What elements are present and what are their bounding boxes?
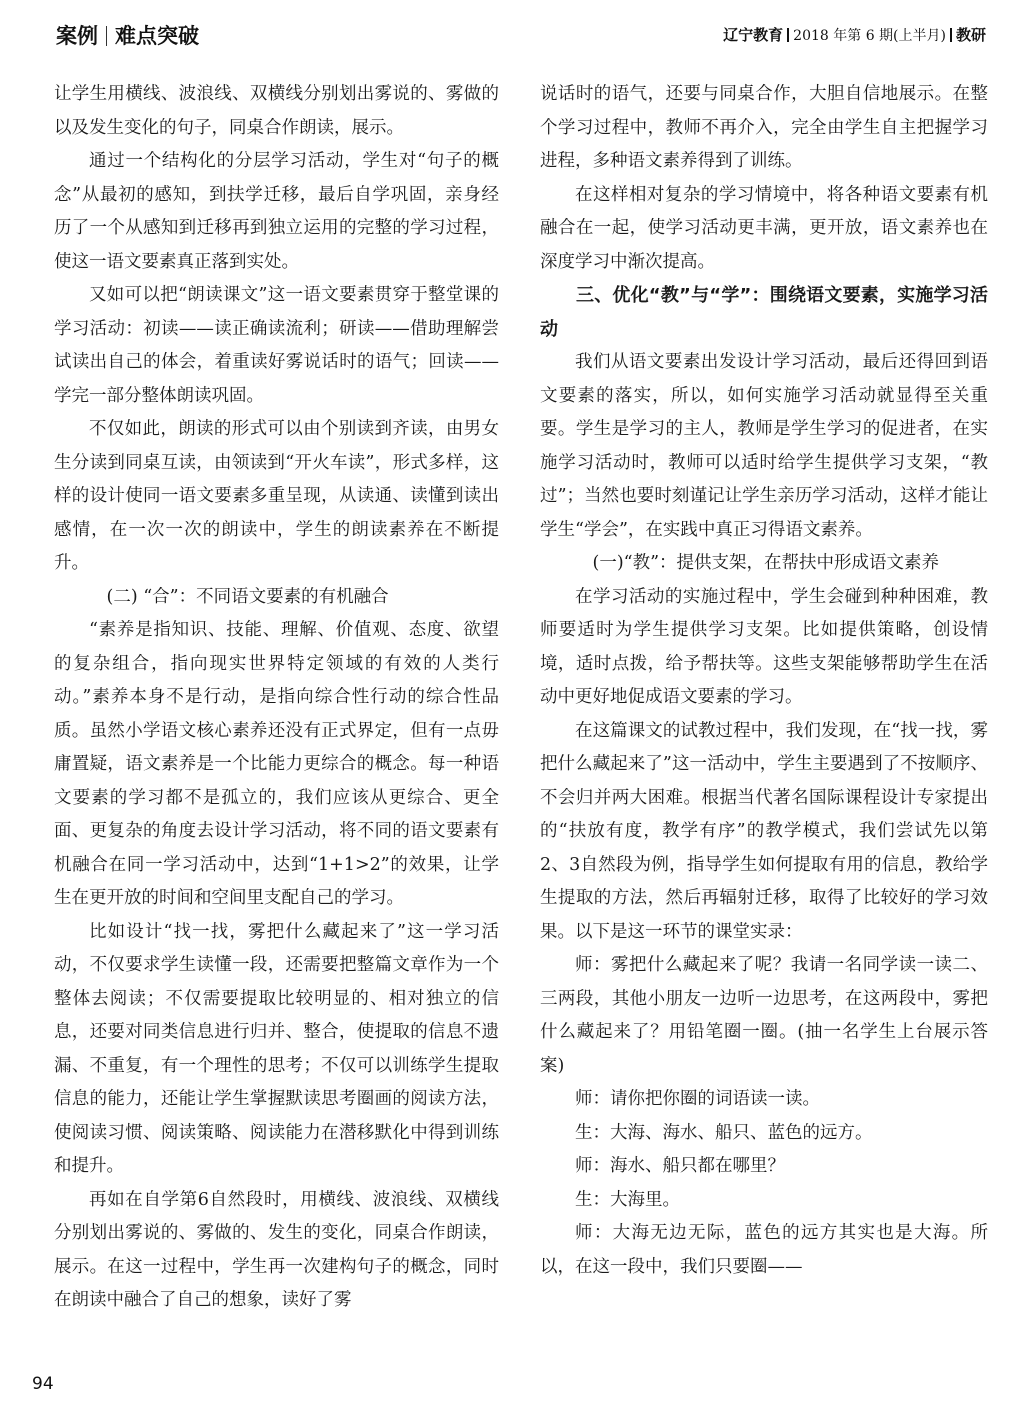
header-divider bbox=[787, 28, 789, 42]
paragraph: 不仅如此，朗读的形式可以由个别读到齐读，由男女生分读到同桌互读，由领读到“开火车读”，形式多样，这样的设计使同一语文要素多重呈现，从读通、读懂到读出感情，在一次一次的朗读中，学生的朗读素养在不断提升。 bbox=[54, 419, 499, 573]
paragraph: 师：请你把你圈的词语读一读。 bbox=[575, 1089, 820, 1109]
header-divider bbox=[106, 26, 107, 46]
paragraph: “素养是指知识、技能、理解、价值观、态度、欲望的复杂组合，指向现实世界特定领域的有效的人类行动。”素养本身不是行动，是指向综合性行动的综合性品质。虽然小学语文核心素养还没有正式界定，但有一点毋庸置疑，语文素养是一个比能力更综合的概念。每一种语文要素的学习都不是孤立的，我们应该从更综合、更全面、更复杂的角度去设计学习活动，将不同的语文要素有机融合在同一学习活动中，达到“1+1>2”的效果，让学生在更开放的时间和空间里支配自己的学习。 bbox=[54, 620, 499, 908]
journal-info bbox=[723, 24, 986, 45]
paragraph: 比如设计“找一找，雾把什么藏起来了”这一学习活动，不仅要求学生读懂一段，还需要把整篇文章作为一个整体去阅读；不仅需要提取比较明显的、相对独立的信息，还要对同类信息进行归并、整合，使提取的信息不遗漏、不重复，有一个理性的思考；不仅可以训练学生提取信息的能力，还能让学生掌握默读思考圈画的阅读方法，使阅读习惯、阅读策略、阅读能力在潜移默化中得到训练和提升。 bbox=[54, 921, 499, 1176]
issue-info: 2018 年第 6 期(上半月) bbox=[793, 28, 946, 44]
paragraph: 生：大海里。 bbox=[575, 1189, 680, 1210]
section-label bbox=[56, 20, 199, 50]
left-column bbox=[54, 78, 499, 1318]
paragraph: 在这样相对复杂的学习情境中，将各种语文要素有机融合在一起，使学习活动更丰满，更开放，语文素养也在深度学习中渐次提高。 bbox=[540, 184, 988, 272]
paragraph: 生：大海、海水、船只、蓝色的远方。 bbox=[575, 1122, 873, 1143]
paragraph: 再如在自学第6自然段时，用横线、波浪线、双横线分别划出雾说的、雾做的、发生的变化，同桌合作朗读，展示。在这一过程中，学生再一次建构句子的概念，同时在朗读中融合了自己的想象，读好了雾 bbox=[54, 1189, 499, 1310]
subsection-title: 难点突破 bbox=[115, 24, 199, 48]
paragraph: 通过一个结构化的分层学习活动，学生对“句子的概念”从最初的感知，到扶学迁移，最后自学巩固，亲身经历了一个从感知到迁移再到独立运用的完整的学习过程，使这一语文要素真正落到实处。 bbox=[54, 151, 499, 272]
paragraph: 师：海水、船只都在哪里？ bbox=[575, 1156, 785, 1176]
section-title: 案例 bbox=[56, 24, 98, 48]
paragraph: 我们从语文要素出发设计学习活动，最后还得回到语文要素的落实，所以，如何实施学习活动就显得至关重要。学生是学习的主人，教师是学生学习的促进者，在实施学习活动时，教师可以适时给学生提供学习支架，“教过”；当然也要时刻谨记让学生亲历学习活动，这样才能让学生“学会”，在实践中真正习得语文素养。 bbox=[540, 352, 988, 540]
column-name: 教研 bbox=[955, 26, 986, 44]
subsection-heading: (二) “合”：不同语文要素的有机融合 bbox=[106, 586, 389, 607]
paragraph: 在这篇课文的试教过程中，我们发现，在“找一找，雾把什么藏起来了”这一活动中，学生主要遇到了不按顺序、不会归并两大困难。根据当代著名国际课程设计专家提出的“扶放有度，教学有序”的教学模式，我们尝试先以第2、3自然段为例，指导学生如何提取有用的信息，教给学生提取的方法，然后再辐射迁移，取得了比较好的学习效果。以下是这一环节的课堂实录： bbox=[540, 720, 988, 942]
paragraph: 让学生用横线、波浪线、双横线分别划出雾说的、雾做的以及发生变化的句子，同桌合作朗读，展示。 bbox=[54, 84, 499, 138]
subsection-heading: (一)“教”：提供支架，在帮扶中形成语文素养 bbox=[592, 553, 940, 573]
paragraph: 又如可以把“朗读课文”这一语文要素贯穿于整堂课的学习活动：初读——读正确读流利；研读——借助理解尝试读出自己的体会，着重读好雾说话时的语气；回读——学完一部分整体朗读巩固。 bbox=[54, 285, 499, 406]
header-divider bbox=[950, 28, 952, 42]
paragraph: 师：雾把什么藏起来了呢？我请一名同学读一读二、三两段，其他小朋友一边听一边思考，在这两段中，雾把什么藏起来了？用铅笔圈一圈。(抽一名学生上台展示答案) bbox=[540, 955, 988, 1076]
page-number: 94 bbox=[32, 1374, 54, 1394]
page-header bbox=[0, 0, 1024, 62]
paragraph: 师：大海无边无际，蓝色的远方其实也是大海。所以，在这一段中，我们只要圈—— bbox=[540, 1223, 988, 1277]
journal-name: 辽宁教育 bbox=[723, 26, 784, 44]
right-column bbox=[540, 78, 988, 1284]
paragraph: 在学习活动的实施过程中，学生会碰到种种困难，教师要适时为学生提供学习支架。比如提供策略，创设情境，适时点拨，给予帮扶等。这些支架能够帮助学生在活动中更好地促成语文要素的学习。 bbox=[540, 586, 988, 707]
section-heading: 三、优化“教”与“学”：围绕语文要素，实施学习活动 bbox=[540, 285, 988, 340]
paragraph: 说话时的语气，还要与同桌合作，大胆自信地展示。在整个学习过程中，教师不再介入，完全由学生自主把握学习进程，多种语文素养得到了训练。 bbox=[540, 84, 988, 171]
